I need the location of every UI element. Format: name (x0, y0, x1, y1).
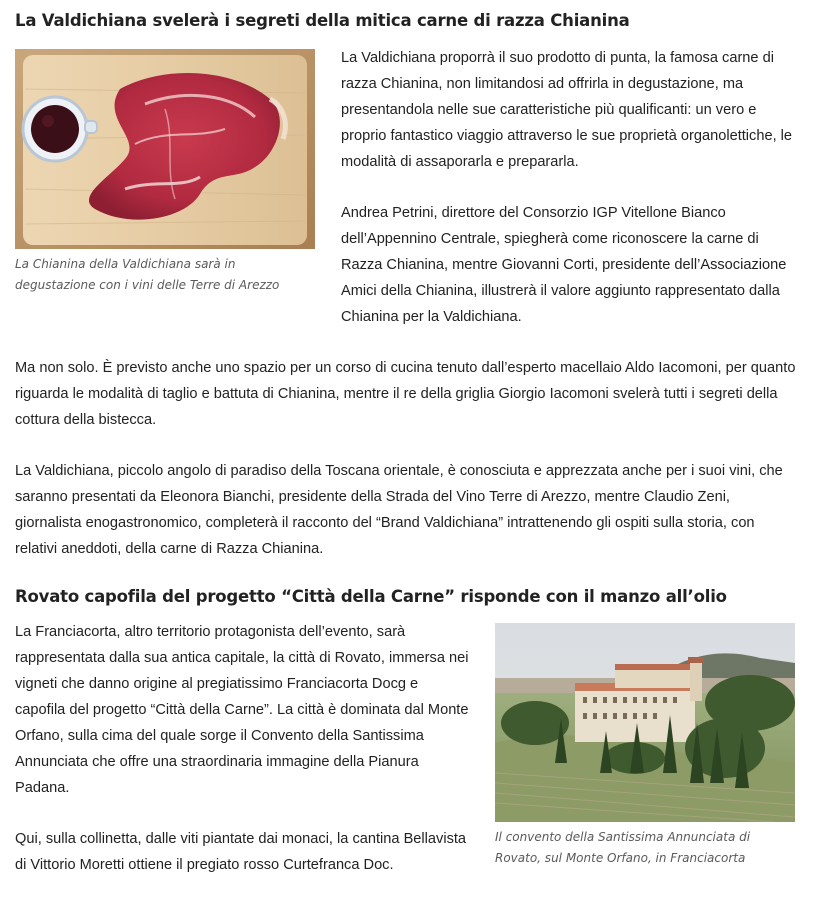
chianina-image-caption: La Chianina della Valdichiana sarà in degustazione con i vini delle Terre di Arezzo (15, 257, 280, 292)
section-heading-rovato: Rovato capofila del progetto “Città della Carne” risponde con il manzo all’olio (15, 587, 727, 606)
paragraph: Andrea Petrini, direttore del Consorzio IGP Vitellone Bianco dell’Appennino Centrale, spiegherà come riconoscere la carne di Razza Chianina, mentre Giovanni Corti, presidente dell’Associazione Amici della Chianina, illustrerà il valore aggiunto rappresentato dalla Chianina per la Valdichiana. (341, 205, 787, 325)
paragraph: Qui, sulla collinetta, dalle viti piantate dai monaci, la cantina Bellavista di Vittorio Moretti ottiene il pregiato rosso Curtefranca Doc. (15, 831, 467, 873)
paragraph: Ma non solo. È previsto anche uno spazio per un corso di cucina tenuto dall’esperto macellaio Aldo Iacomoni, per quanto riguarda le modalità di taglio e battuta di Chianina, mentre il re della griglia Giorgio Iacomoni svelerà tutti i segreti della cottura della bistecca. (15, 360, 796, 428)
paragraph: La Valdichiana, piccolo angolo di paradiso della Toscana orientale, è conosciuta e apprezzata anche per i suoi vini, che saranno presentati da Eleonora Bianchi, presidente della Strada del Vino Terre di Arezzo, mentre Claudio Zeni, giornalista enogastronomico, completerà il racconto del “Brand Valdichiana” intrattenendo gli ospiti sulla storia, con relativi aneddoti, della carne di Razza Chianina. (15, 463, 783, 557)
chianina-meat-image (15, 49, 315, 249)
section-heading-valdichiana: La Valdichiana svelerà i segreti della mitica carne di razza Chianina (15, 11, 630, 30)
paragraph: La Valdichiana proporrà il suo prodotto di punta, la famosa carne di razza Chianina, non limitandosi ad offrirla in degustazione, ma presentandola nelle sue caratteristiche più qualificanti: un vero e proprio fantastico viaggio attraverso le sue proprietà organolettiche, le modalità di assaporarla e prepararla. (341, 50, 793, 170)
convent-illustration (495, 623, 795, 822)
convent-image-caption: Il convento della Santissima Annunciata di Rovato, sul Monte Orfano, in Franciacorta (495, 830, 751, 865)
chianina-meat-illustration (15, 49, 315, 249)
convent-image (495, 623, 795, 822)
paragraph: La Franciacorta, altro territorio protagonista dell’evento, sarà rappresentata dalla sua antica capitale, la città di Rovato, immersa nei vigneti che danno origine al pregiatissimo Franciacorta Docg e capofila del progetto “Città della Carne”. La città è dominata dal Monte Orfano, sulla cima del quale sorge il Convento della Santissima Annunciata che offre una straordinaria immagine della Pianura Padana. (15, 624, 469, 796)
